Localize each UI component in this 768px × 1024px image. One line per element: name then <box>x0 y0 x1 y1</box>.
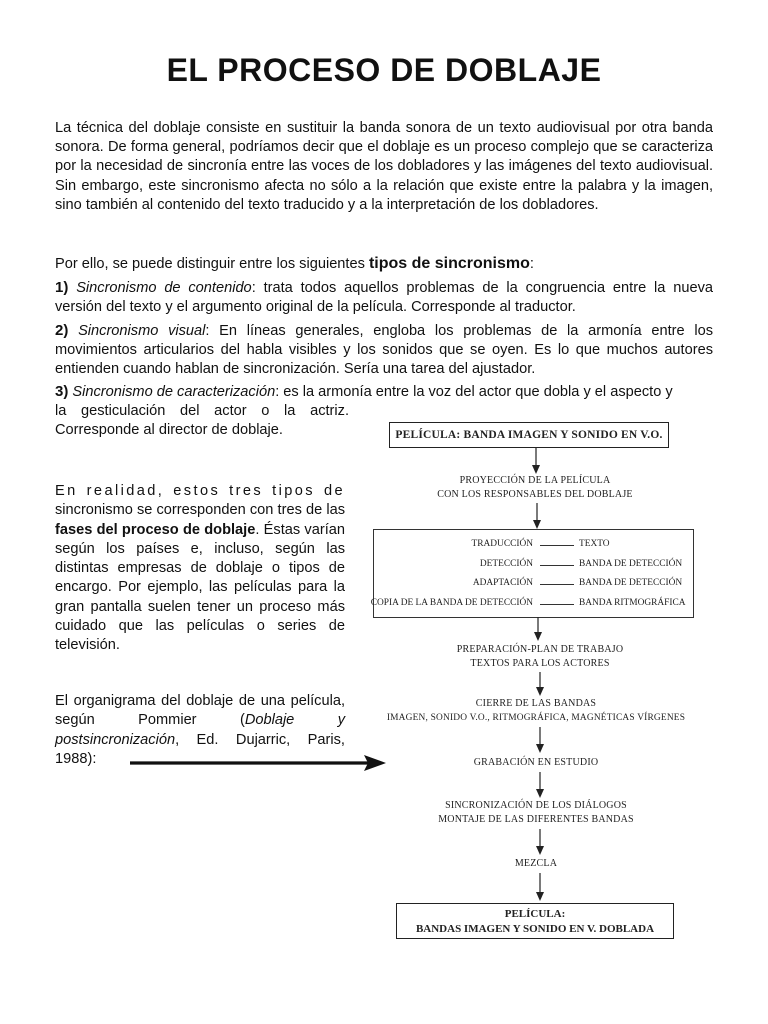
down-arrow-icon <box>535 672 545 696</box>
realidad-paragraph <box>55 482 345 656</box>
down-arrow-icon <box>535 829 545 855</box>
flowchart-step-preparacion <box>400 643 680 671</box>
flowchart-step-mezcla: MEZCLA <box>514 858 558 869</box>
flowchart-start-box: PELÍCULA: BANDA IMAGEN Y SONIDO EN V.O. <box>389 422 669 448</box>
task-name: TRADUCCIÓN <box>471 539 533 549</box>
flowchart-step-sincronizacion <box>400 799 672 827</box>
flowchart-line: PELÍCULA: <box>504 908 566 920</box>
flowchart-line: MONTAJE DE LAS DIFERENTES BANDAS <box>438 814 634 825</box>
flowchart-line: SINCRONIZACIÓN DE LOS DIÁLOGOS <box>445 800 627 811</box>
intro-paragraph: La técnica del doblaje consiste en sustituir la banda sonora de un texto audiovisual por otra banda sonora. De forma general, podríamos decir que el doblaje es un proceso complejo que se caracteriza por la necesidad de sincronía entre las voces de los dobladores y las imágenes del texto audiovisual. Sin embargo, este sincronismo afecta no sólo a la relación que existe entre la palabra y la imagen, sino también al contenido del texto traducido y a la interpretación de los dobladores. <box>55 120 713 213</box>
flowchart-tasks-box <box>370 529 694 618</box>
pointer-arrow-icon <box>130 754 386 772</box>
tipo-item-2 <box>55 321 713 380</box>
down-arrow-icon <box>535 772 545 798</box>
flowchart-step-cierre <box>372 697 700 725</box>
realidad-rest: . Éstas varían según los países e, incluso, según las distintas empresas de doblaje o tipos de encargo. Por ejemplo, las películas para la gran pantalla suelen tener un proceso más cuidado que las películas o series de televisión. <box>55 521 345 654</box>
realidad-spaced-text: En realidad, estos tres tipos de <box>55 483 345 499</box>
tipo-description: : es la armonía entre la voz del actor que dobla y el aspecto y <box>275 384 673 400</box>
task-output: BANDA DE DETECCIÓN <box>579 559 683 569</box>
tipo-description-line2: la gesticulación del actor o la actriz. <box>55 403 349 420</box>
realidad-text: sincronismo se corresponden con tres de las <box>55 502 345 519</box>
tipos-intro-paragraph <box>55 254 713 274</box>
down-arrow-icon <box>531 448 541 474</box>
task-name: COPIA DE LA BANDA DE DETECCIÓN <box>370 598 533 608</box>
organigrama-citation: , Ed. Dujarric, Paris, 1988): <box>55 731 345 767</box>
tipo-name: Sincronismo de caracterización <box>72 384 276 400</box>
tipo-description: : trata todos aquellos problemas de la congruencia entre la nueva versión del texto y el argumento original de la película. Corresponde al traductor. <box>55 280 713 316</box>
tipo-number: 3) <box>55 383 69 400</box>
task-output: BANDA DE DETECCIÓN <box>579 578 683 588</box>
flowchart-line: PROYECCIÓN DE LA PELÍCULA <box>459 475 611 486</box>
tipos-intro-colon: : <box>529 256 534 272</box>
task-name: ADAPTACIÓN <box>472 578 533 588</box>
tipo-number: 2) <box>55 322 69 339</box>
tipo-item-1 <box>55 278 713 317</box>
flowchart-line: PREPARACIÓN-PLAN DE TRABAJO <box>456 644 624 655</box>
flowchart-line: CIERRE DE LAS BANDAS <box>475 698 597 709</box>
task-output: TEXTO <box>579 539 610 549</box>
flowchart-line: TEXTOS PARA LOS ACTORES <box>470 658 610 669</box>
flowchart-step-grabacion: GRABACIÓN EN ESTUDIO <box>473 757 599 768</box>
tipos-intro-text: Por ello, se puede distinguir entre los siguientes <box>55 256 369 272</box>
organigrama-text: El organigrama del doblaje de una película, según Pommier ( <box>55 693 345 729</box>
tipo-description: : En líneas generales, engloba los problemas de la armonía entre los movimientos articularios del habla visibles y los sonidos que se oyen. Es lo que muchos autores entienden cuando hablan de sincronización. Sería una tarea del ajustador. <box>55 323 713 378</box>
tipo-number: 1) <box>55 279 69 296</box>
flowchart-line: BANDAS IMAGEN Y SONIDO EN V. DOBLADA <box>415 923 655 935</box>
book-title: Doblaje y postsincronización <box>55 712 345 748</box>
down-arrow-icon <box>533 617 543 641</box>
tipo-name: Sincronismo visual <box>78 323 206 339</box>
page-title: EL PROCESO DE DOBLAJE <box>166 52 602 88</box>
task-name: DETECCIÓN <box>479 559 533 569</box>
flowchart-step-proyeccion <box>400 474 670 502</box>
fases-strong: fases del proceso de doblaje <box>55 521 256 538</box>
down-arrow-icon <box>532 503 542 529</box>
flowchart-final-box <box>396 903 674 939</box>
tipo-description-line3: Corresponde al director de doblaje. <box>55 422 283 439</box>
down-arrow-icon <box>535 873 545 901</box>
flowchart-line: CON LOS RESPONSABLES DEL DOBLAJE <box>437 489 633 500</box>
tipo-name: Sincronismo de contenido <box>76 280 252 296</box>
down-arrow-icon <box>535 727 545 753</box>
task-output: BANDA RITMOGRÁFICA <box>579 598 686 608</box>
tipos-heading-strong: tipos de sincronismo <box>368 255 530 272</box>
flowchart-line: IMAGEN, SONIDO V.O., RITMOGRÁFICA, MAGNÉTICAS VÍRGENES <box>386 713 686 723</box>
